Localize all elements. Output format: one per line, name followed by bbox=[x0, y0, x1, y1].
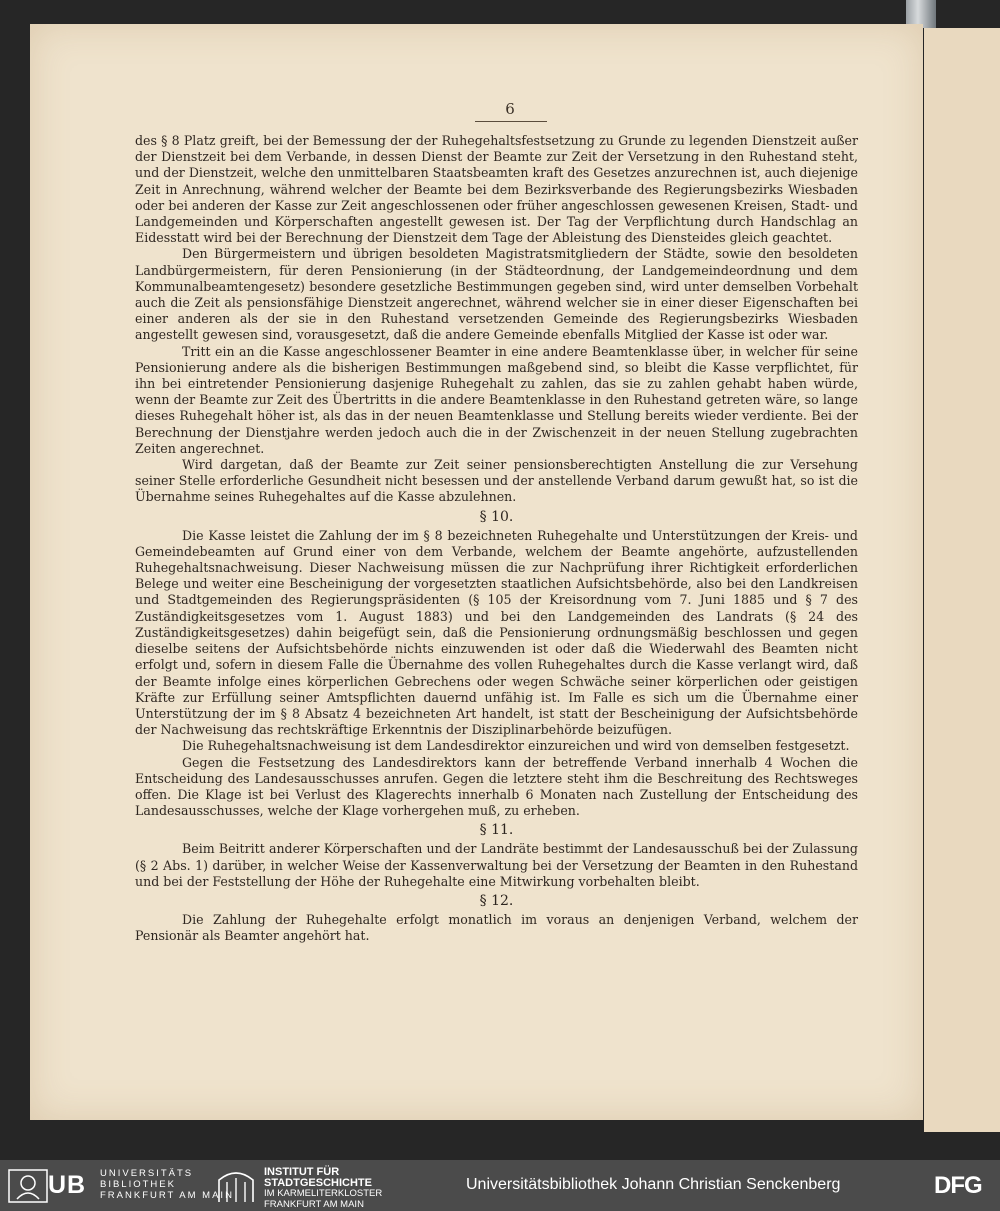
inst-line2: STADTGESCHICHTE bbox=[264, 1177, 372, 1189]
paragraph: Wird dargetan, daß der Beamte zur Zeit seiner pensionsberechtigten Anstellung die zur Versehung seiner Stelle erforderliche Gesundheit nicht besessen und der anstellende Verband darum gewußt hat, so ist die Übernahme seines Ruhegehaltes auf die Kasse abzulehnen. bbox=[135, 457, 858, 505]
ub-line1: UNIVERSITÄTS bbox=[100, 1168, 194, 1179]
page-number: 6 bbox=[505, 100, 515, 118]
footer-bar bbox=[0, 1160, 1000, 1211]
ub-line3: FRANKFURT AM MAIN bbox=[100, 1190, 234, 1201]
library-name: Universitätsbibliothek Johann Christian Senckenberg bbox=[466, 1176, 841, 1193]
ub-line2: BIBLIOTHEK bbox=[100, 1179, 176, 1190]
adjacent-page-edge bbox=[924, 28, 1000, 1132]
paragraph: Tritt ein an die Kasse angeschlossener Beamter in eine andere Beamtenklasse über, in welcher für seine Pensionierung andere als die bisherigen Bestimmungen maßgebend sind, so bleibt die Kasse verpflichtet, für ihn bei eintretender Pensionierung dasjenige Ruhegehalt zu zahlen, das sie zu zahlen gehabt haben würde, wenn der Beamte zur Zeit des Übertritts in die andere Beamtenklasse in den Ruhestand getreten wäre, so lange dieses Ruhegehalt höher ist, als das in der neuen Beamtenklasse und Stellung bereits wieder verdiente. Bei der Berechnung der Dienstjahre werden jedoch auch die in der Zwischenzeit in der neuen Stellung zugebrachten Zeiten angerechnet. bbox=[135, 343, 858, 456]
institute-building-icon bbox=[215, 1168, 257, 1204]
inst-line1: INSTITUT FÜR bbox=[264, 1166, 340, 1178]
paragraph: des § 8 Platz greift, bei der Bemessung der der Ruhegehaltsfestsetzung zu Grunde zu legenden Dienstzeit außer der Dienstzeit bei dem Verbande, in dessen Dienst der Beamte zur Zeit der Versetzung in den Ruhestand steht, und der Dienstzeit, welche den unmittelbaren Staatsbeamten kraft des Gesetzes anzurechnen ist, auch diejenige Zeit in Anrechnung, während welcher der Beamte bei dem Bezirksverbande des Regierungsbezirks Wiesbaden oder bei anderen der Kasse zur Zeit angeschlossenen oder früher angeschlossen gewesenen Kreisen, Stadt- und Landgemeinden und Körperschaften angestellt gewesen ist. Der Tag der Verpflichtung durch Handschlag an Eidesstatt wird bei der Berechnung der Dienstzeit dem Tage der Ableistung des Diensteides gleich geachtet. bbox=[135, 133, 858, 246]
paragraph: Die Ruhegehaltsnachweisung ist dem Landesdirektor einzureichen und wird von demselben festgesetzt. bbox=[182, 738, 850, 754]
paragraph: Die Zahlung der Ruhegehalte erfolgt monatlich im voraus an denjenigen Verband, welchem der Pensionär als Beamter angehört hat. bbox=[135, 911, 858, 944]
ub-logo-letters: UB bbox=[48, 1171, 87, 1199]
paragraph: Gegen die Festsetzung des Landesdirektors kann der betreffende Verband innerhalb 4 Wochen die Entscheidung des Landesausschusses anrufen. Gegen die letztere steht ihm die Beschreitung des Rechtsweges offen. Die Klage ist bei Verlust des Klagerechts innerhalb 6 Monaten nach Zustellung der Entscheidung des Landesausschusses, welche der Klage vorhergehen muß, zu erheben. bbox=[135, 754, 858, 819]
inst-line3: IM KARMELITERKLOSTER bbox=[264, 1188, 383, 1199]
inst-line4: FRANKFURT AM MAIN bbox=[264, 1198, 364, 1210]
ub-seal-icon bbox=[8, 1169, 48, 1203]
paragraph: Die Kasse leistet die Zahlung der im § 8 bezeichneten Ruhegehalte und Unterstützungen der Kreis- und Gemeindebeamten auf Grund einer von dem Verbande, welchem der Beamte angehörte, aufzustellenden Ruhegehaltsnachweisung. Dieser Nachweisung müssen die zur Nachprüfung ihrer Richtigkeit erforderlichen Belege und weiter eine Bescheinigung der vorgesetzten staatlichen Aufsichtsbehörde, also bei den Landkreisen und Stadtgemeinden des Regierungspräsidenten (§ 105 der Kreisordnung vom 7. Juni 1885 und § 7 des Zuständigkeitsgesetzes vom 1. August 1883) und bei den Landgemeinden des Landrats (§ 24 des Zuständigkeitsgesetzes) dahin beigefügt sein, daß die Pensionierung ordnungsmäßig beschlossen und gegen dieselbe seitens der Aufsichtsbehörde nichts einzuwenden ist oder daß die Wiederwahl des Beamten nicht erfolgt und, sofern in diesem Falle die Übernahme des vollen Ruhegehaltes durch die Kasse verlangt wird, daß der Beamte infolge eines körperlichen Gebrechens oder wegen Schwäche seiner körperlichen oder geistigen Kräfte zur Erfüllung seiner Amtspflichten dauernd unfähig ist. Im Falle es sich um die Übernahme einer Unterstützung der im § 8 Absatz 4 bezeichneten Art handelt, ist statt der Bescheinigung der Aufsichtsbehörde der Nachweisung das rechtskräftige Erkenntnis der Disziplinarbehörde beizufügen. bbox=[135, 527, 858, 738]
paragraph: Den Bürgermeistern und übrigen besoldeten Magistratsmitgliedern der Städte, sowie den besoldeten Landbürgermeistern, für deren Pensionierung (in der Städteordnung, der Landgemeindeordnung und dem Kommunalbeamtengesetz) besondere gesetzliche Bestimmungen gegeben sind, wird unter demselben Vorbehalt auch die Zeit als pensionsfähige Dienstzeit angerechnet, während welcher sie in einer dieser Eigenschaften bei einer anderen als der sie in den Ruhestand versetzenden Gemeinde des Regierungsbezirks Wiesbaden angestellt gewesen sind, vorausgesetzt, daß die andere Gemeinde ebenfalls Mitglied der Kasse ist oder war. bbox=[135, 246, 858, 343]
section-heading: § 10. bbox=[479, 508, 514, 525]
section-heading: § 12. bbox=[479, 892, 514, 909]
ub-logo-text bbox=[100, 1168, 234, 1201]
institute-logo-text bbox=[264, 1167, 382, 1210]
paragraph: Beim Beitritt anderer Körperschaften und der Landräte bestimmt der Landesausschuß bei der Zulassung (§ 2 Abs. 1) darüber, in welcher Weise der Kassenverwaltung bei der Versetzung der Beamten in den Ruhestand und bei der Feststellung der Höhe der Ruhegehalte eine Mitwirkung vorbehalten bleibt. bbox=[135, 841, 858, 889]
dfg-logo: DFG bbox=[934, 1172, 982, 1199]
page-number-rule bbox=[475, 121, 547, 122]
body-text bbox=[135, 133, 858, 944]
section-heading: § 11. bbox=[479, 822, 514, 839]
